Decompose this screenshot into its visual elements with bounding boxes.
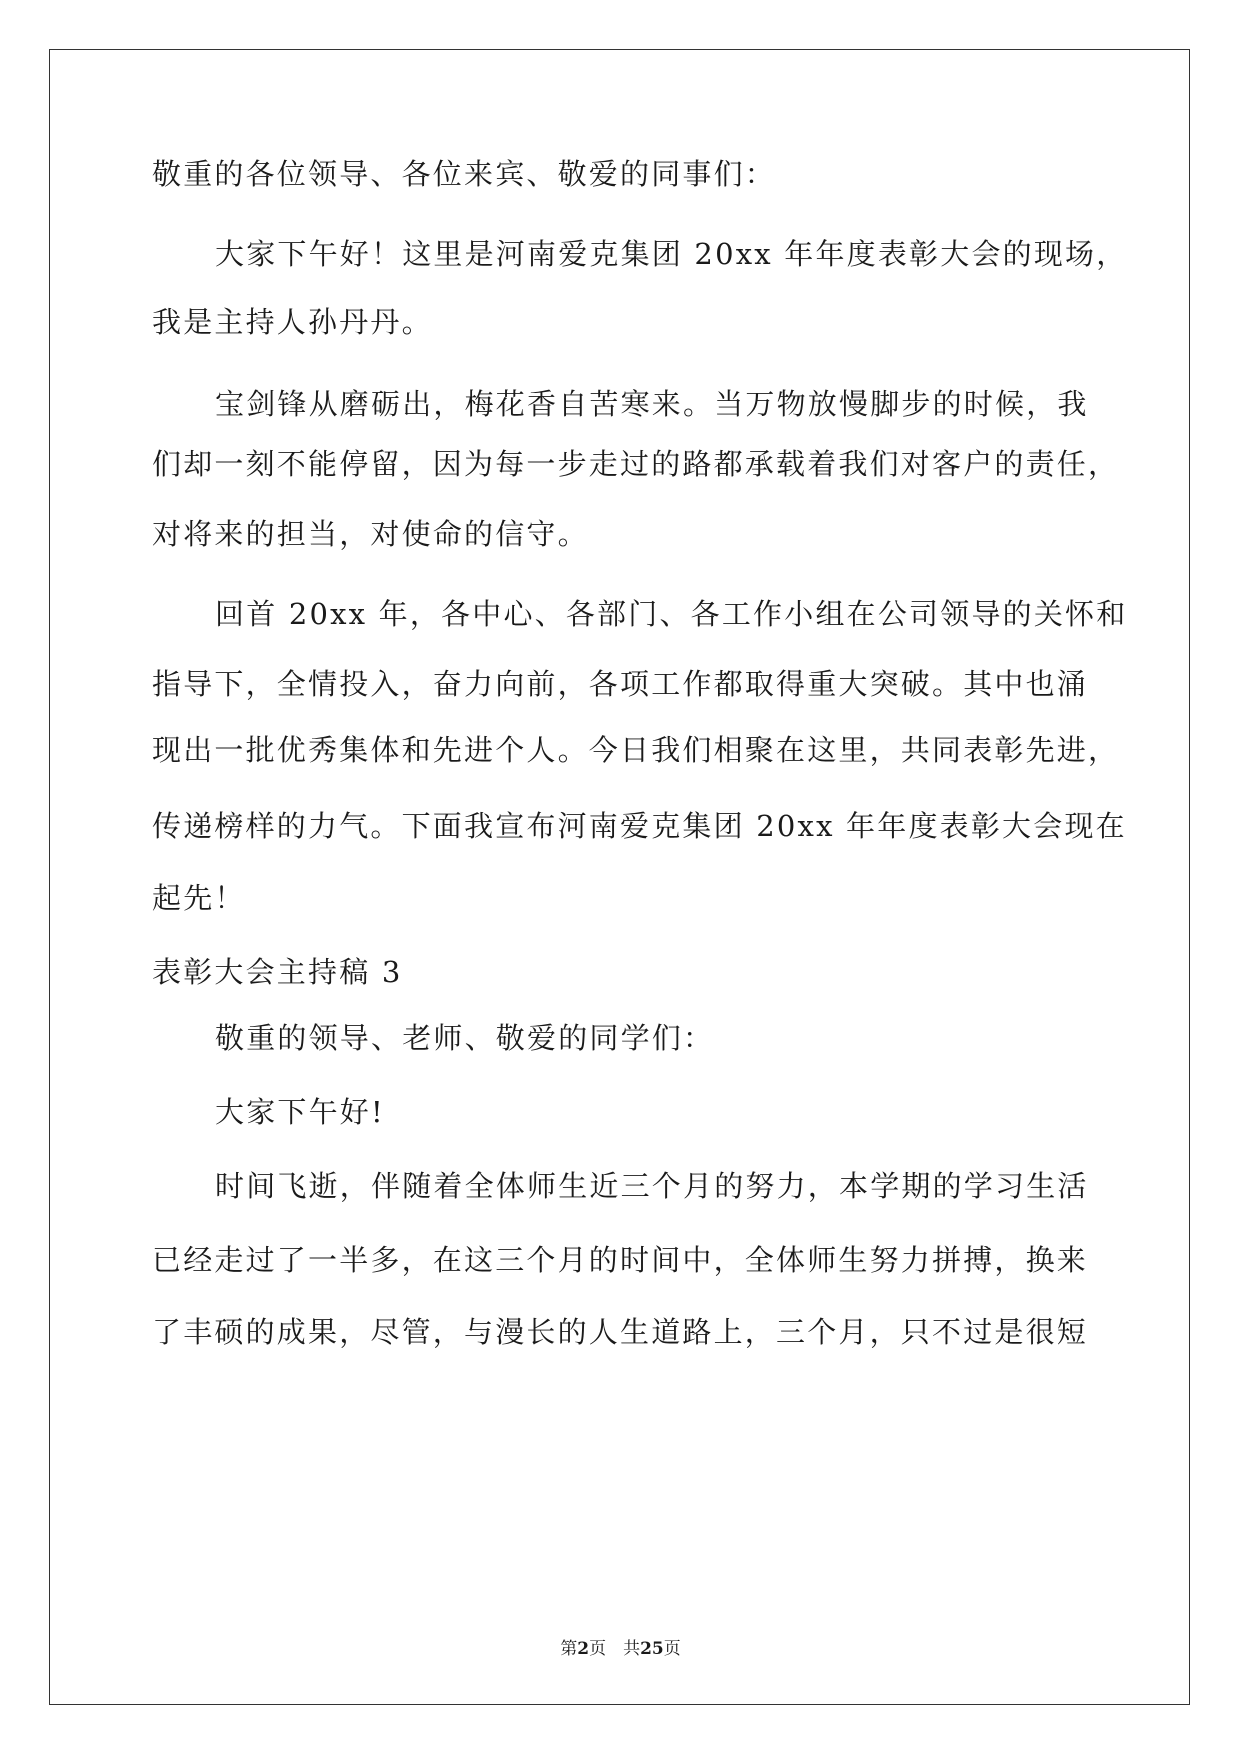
paragraph-line: 对将来的担当，对使命的信守。 xyxy=(152,517,589,551)
footer-suffix: 页 xyxy=(663,1639,681,1659)
footer-mid: 页 共 xyxy=(589,1639,641,1659)
paragraph-line: 传递榜样的力气。下面我宣布河南爱克集团 20xx 年年度表彰大会现在 xyxy=(152,809,1127,843)
paragraph-line: 们却一刻不能停留，因为每一步走过的路都承载着我们对客户的责任， xyxy=(152,447,1120,481)
paragraph-line: 已经走过了一半多，在这三个月的时间中，全体师生努力拼搏，换来 xyxy=(152,1243,1089,1277)
footer-page-number: 2 xyxy=(577,1639,590,1659)
paragraph-line: 了丰硕的成果，尽管，与漫长的人生道路上，三个月，只不过是很短 xyxy=(152,1315,1089,1349)
paragraph-line: 宝剑锋从磨砺出，梅花香自苦寒来。当万物放慢脚步的时候，我 xyxy=(215,387,1089,421)
page-footer xyxy=(0,1634,1241,1659)
paragraph-line: 时间飞逝，伴随着全体师生近三个月的努力，本学期的学习生活 xyxy=(215,1169,1089,1203)
paragraph-line: 大家下午好！这里是河南爱克集团 20xx 年年度表彰大会的现场， xyxy=(215,237,1128,271)
paragraph-line: 大家下午好! xyxy=(215,1095,385,1129)
paragraph-line: 指导下，全情投入，奋力向前，各项工作都取得重大突破。其中也涌 xyxy=(152,667,1089,701)
paragraph-line: 起先！ xyxy=(152,881,246,915)
paragraph-line: 我是主持人孙丹丹。 xyxy=(152,305,433,339)
paragraph-line: 现出一批优秀集体和先进个人。今日我们相聚在这里，共同表彰先进， xyxy=(152,733,1120,767)
footer-prefix: 第 xyxy=(560,1639,578,1659)
section-heading: 表彰大会主持稿 3 xyxy=(152,955,403,989)
page-border xyxy=(49,49,1190,1705)
salutation-line: 敬重的领导、老师、敬爱的同学们： xyxy=(215,1021,715,1055)
paragraph-line: 回首 20xx 年，各中心、各部门、各工作小组在公司领导的关怀和 xyxy=(215,597,1128,631)
footer-total-pages: 25 xyxy=(640,1639,664,1659)
salutation-line: 敬重的各位领导、各位来宾、敬爱的同事们： xyxy=(152,157,777,191)
